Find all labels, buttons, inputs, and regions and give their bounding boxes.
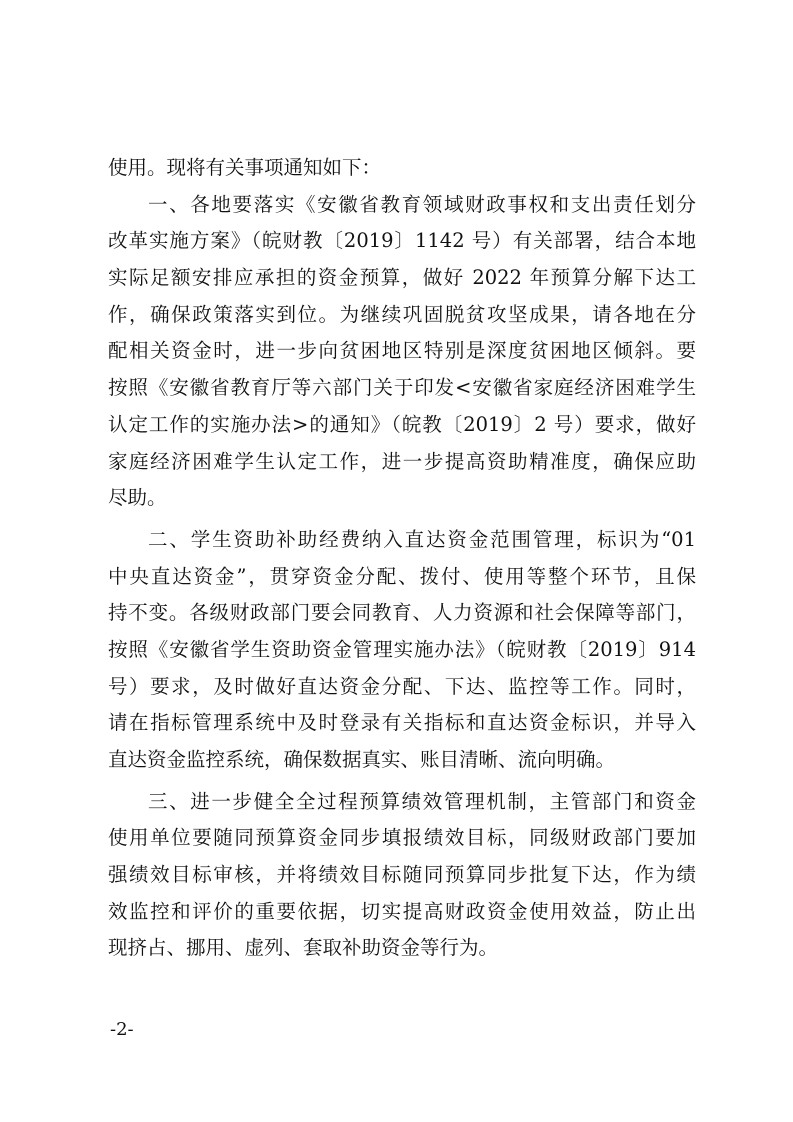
document-body: [108, 150, 696, 967]
paragraph-3-line-3: 强绩效目标审核，并将绩效目标随同预算同步批复下达，作为绩: [108, 863, 696, 887]
paragraph-1-line-7: 认定工作的实施办法>的通知》（皖教〔2019〕2 号）要求，做好: [108, 412, 696, 436]
paragraph-1-line-9: 尽助。: [108, 486, 167, 510]
paragraph-1-line-2: 改革实施方案》（皖财教〔2019〕1142 号）有关部署，结合本地: [108, 229, 696, 253]
paragraph-3-line-5: 现挤占、挪用、虚列、套取补助资金等行为。: [108, 936, 499, 960]
paragraph-3-line-1: 三、进一步健全全过程预算绩效管理机制，主管部门和资金: [148, 789, 696, 813]
paragraph-1-line-4: 作，确保政策落实到位。为继续巩固脱贫攻坚成果，请各地在分: [108, 302, 696, 326]
paragraph-1-line-3: 实际足额安排应承担的资金预算，做好 2022 年预算分解下达工: [108, 266, 696, 290]
paragraph-2-line-7: 直达资金监控系统，确保数据真实、账目清晰、流向明确。: [108, 748, 616, 771]
paragraph-2-line-2: 中央直达资金”，贯穿资金分配、拨付、使用等整个环节，且保: [108, 564, 696, 588]
paragraph-1-line-1: 一、各地要落实《安徽省教育领域财政事权和支出责任划分: [148, 192, 696, 216]
paragraph-2-line-3: 持不变。各级财政部门要会同教育、人力资源和社会保障等部门，: [108, 601, 696, 625]
paragraph-2-line-6: 请在指标管理系统中及时登录有关指标和直达资金标识，并导入: [108, 711, 696, 735]
paragraph-2-line-1: 二、学生资助补助经费纳入直达资金范围管理，标识为“01: [148, 527, 696, 551]
paragraph-1-line-5: 配相关资金时，进一步向贫困地区特别是深度贫困地区倾斜。要: [108, 339, 696, 363]
paragraph-3-line-2: 使用单位要随同预算资金同步填报绩效目标，同级财政部门要加: [108, 826, 696, 850]
page-number: -2-: [110, 1019, 134, 1040]
paragraph-2-line-4: 按照《安徽省学生资助资金管理实施办法》（皖财教〔2019〕914: [108, 637, 696, 661]
paragraph-1-line-6: 按照《安徽省教育厅等六部门关于印发<安徽省家庭经济困难学生: [108, 376, 696, 400]
paragraph-intro-line-1: 使用。现将有关事项通知如下：: [108, 156, 382, 179]
paragraph-1-line-8: 家庭经济困难学生认定工作，进一步提高资助精准度，确保应助: [108, 449, 696, 473]
paragraph-2-line-5: 号）要求，及时做好直达资金分配、下达、监控等工作。同时，: [108, 674, 696, 698]
paragraph-3-line-4: 效监控和评价的重要依据，切实提高财政资金使用效益，防止出: [108, 899, 696, 923]
